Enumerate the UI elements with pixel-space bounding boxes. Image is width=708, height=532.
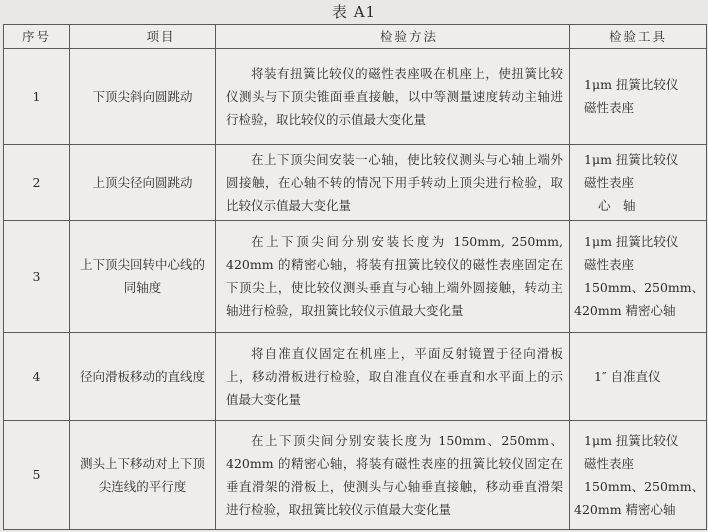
- header-no: 序号: [4, 25, 70, 49]
- tool-line: 150mm、250mm、: [584, 478, 705, 494]
- tool-line: 150mm、250mm、: [584, 280, 705, 296]
- tool-line: 磁性表座: [584, 100, 635, 116]
- tool-line: 1μm 扭簧比较仪: [584, 234, 679, 250]
- row-tools: [570, 220, 707, 332]
- header-row: [4, 25, 707, 49]
- table-row: [4, 49, 707, 145]
- row-tools: [570, 420, 707, 529]
- header-method: 检验方法: [216, 25, 570, 49]
- row-number: 4: [4, 332, 70, 420]
- tool-line: 1μm 扭簧比较仪: [584, 77, 679, 93]
- table-row: [4, 220, 707, 332]
- table-row: [4, 332, 707, 420]
- row-number: 3: [4, 220, 70, 332]
- tool-line: 磁性表座: [584, 174, 635, 190]
- row-item: 径向滑板移动的直线度: [70, 332, 216, 420]
- table-title: 表 A1: [331, 3, 377, 21]
- row-method: 将自准直仪固定在机座上，平面反射镜置于径向滑板上，移动滑板进行检验，取自准直仪在垂直和水平面上的示值最大变化量: [216, 332, 570, 420]
- row-item: 下顶尖斜向圆跳动: [70, 49, 216, 145]
- header-item: 项目: [70, 25, 216, 49]
- inspection-table: [3, 24, 707, 530]
- row-tools: [570, 49, 707, 145]
- row-method: 在上下顶尖间分别安装长度为 150mm, 250mm, 420mm 的精密心轴，将装有扭簧比较仪的磁性表座固定在下顶尖上，使比较仪测头垂直与心轴上端外圆接触，转动主轴进行检验，取扭簧比较仪示值最大变化量: [216, 220, 570, 332]
- row-tools: [570, 144, 707, 220]
- tool-line: 1″ 自准直仪: [594, 368, 661, 384]
- table-row: [4, 420, 707, 529]
- tool-line: 420mm 精密心轴: [574, 303, 676, 319]
- row-tools: [570, 332, 707, 420]
- row-method: 在上下顶尖间安装一心轴，使比较仪测头与心轴上端外圆接触，在心轴不转的情况下用手转动上顶尖进行检验，取比较仪示值最大变化量: [216, 144, 570, 220]
- header-tool: 检验工具: [570, 25, 707, 49]
- row-item: 上顶尖径向圆跳动: [70, 144, 216, 220]
- tool-line: 心 轴: [598, 197, 636, 213]
- tool-line: 磁性表座: [584, 455, 635, 471]
- row-number: 2: [4, 144, 70, 220]
- table-row: [4, 144, 707, 220]
- row-number: 5: [4, 420, 70, 529]
- tool-line: 磁性表座: [584, 257, 635, 273]
- row-item: 测头上下移动对上下顶尖连线的平行度: [70, 420, 216, 529]
- tool-line: 1μm 扭簧比较仪: [584, 151, 679, 167]
- row-method: 将装有扭簧比较仪的磁性表座吸在机座上，使扭簧比较仪测头与下顶尖锥面垂直接触，以中等测量速度转动主轴进行检验，取比较仪的示值最大变化量: [216, 49, 570, 145]
- tool-line: 420mm 精密心轴: [574, 501, 676, 517]
- row-item: 上下顶尖回转中心线的同轴度: [70, 220, 216, 332]
- tool-line: 1μm 扭簧比较仪: [584, 432, 679, 448]
- row-number: 1: [4, 49, 70, 145]
- row-method: 在上下顶尖间分别安装长度为 150mm、250mm、420mm 的精密心轴，将装有磁性表座的扭簧比较仪固定在垂直滑架的滑板上，使测头与心轴垂直接触，移动垂直滑架进行检验，取扭簧比较仪示值最大变化量: [216, 420, 570, 529]
